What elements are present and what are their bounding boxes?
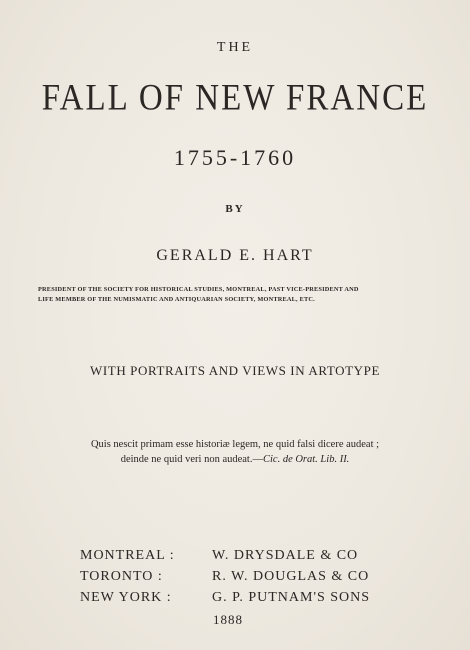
title-article: THE bbox=[216, 40, 254, 55]
date-range: 1755-1760 bbox=[173, 145, 297, 170]
credentials-line-2: LIFE MEMBER OF THE NUMISMATIC AND ANTIQUARIAN SOCIETY, MONTREAL, ETC. bbox=[38, 296, 315, 303]
epigraph-line-2 bbox=[0, 452, 470, 467]
imprint-publisher: G. P. PUTNAM'S SONS bbox=[212, 590, 371, 605]
imprint-city: NEW YORK : bbox=[80, 590, 172, 605]
author-name: GERALD E. HART bbox=[156, 247, 314, 264]
imprint-publisher: R. W. DOUGLAS & CO bbox=[212, 569, 370, 584]
epigraph bbox=[0, 437, 470, 467]
epigraph-text: deinde ne quid veri non audeat.— bbox=[120, 454, 263, 465]
illustrations-note: WITH PORTRAITS AND VIEWS IN ARTOTYPE bbox=[89, 363, 381, 378]
imprint-city: MONTREAL : bbox=[80, 548, 175, 563]
imprint-row bbox=[0, 590, 470, 610]
credentials-line-1: PRESIDENT OF THE SOCIETY FOR HISTORICAL STUDIES, MONTREAL, PAST VICE-PRESIDENT AND bbox=[38, 286, 359, 293]
author-credentials bbox=[38, 285, 438, 305]
epigraph-source: Cic. de Orat. Lib. II. bbox=[262, 454, 350, 465]
imprint-publisher: W. DRYSDALE & CO bbox=[212, 548, 359, 563]
imprint-row bbox=[0, 548, 470, 568]
imprint-row bbox=[0, 569, 470, 589]
by-line: BY bbox=[225, 203, 245, 215]
publication-year: 1888 bbox=[213, 612, 243, 627]
book-title: FALL OF NEW FRANCE bbox=[41, 78, 429, 119]
epigraph-line-1: Quis nescit primam esse historiæ legem, ne quid falsi dicere audeat ; bbox=[90, 439, 380, 450]
imprint-city: TORONTO : bbox=[80, 569, 163, 584]
